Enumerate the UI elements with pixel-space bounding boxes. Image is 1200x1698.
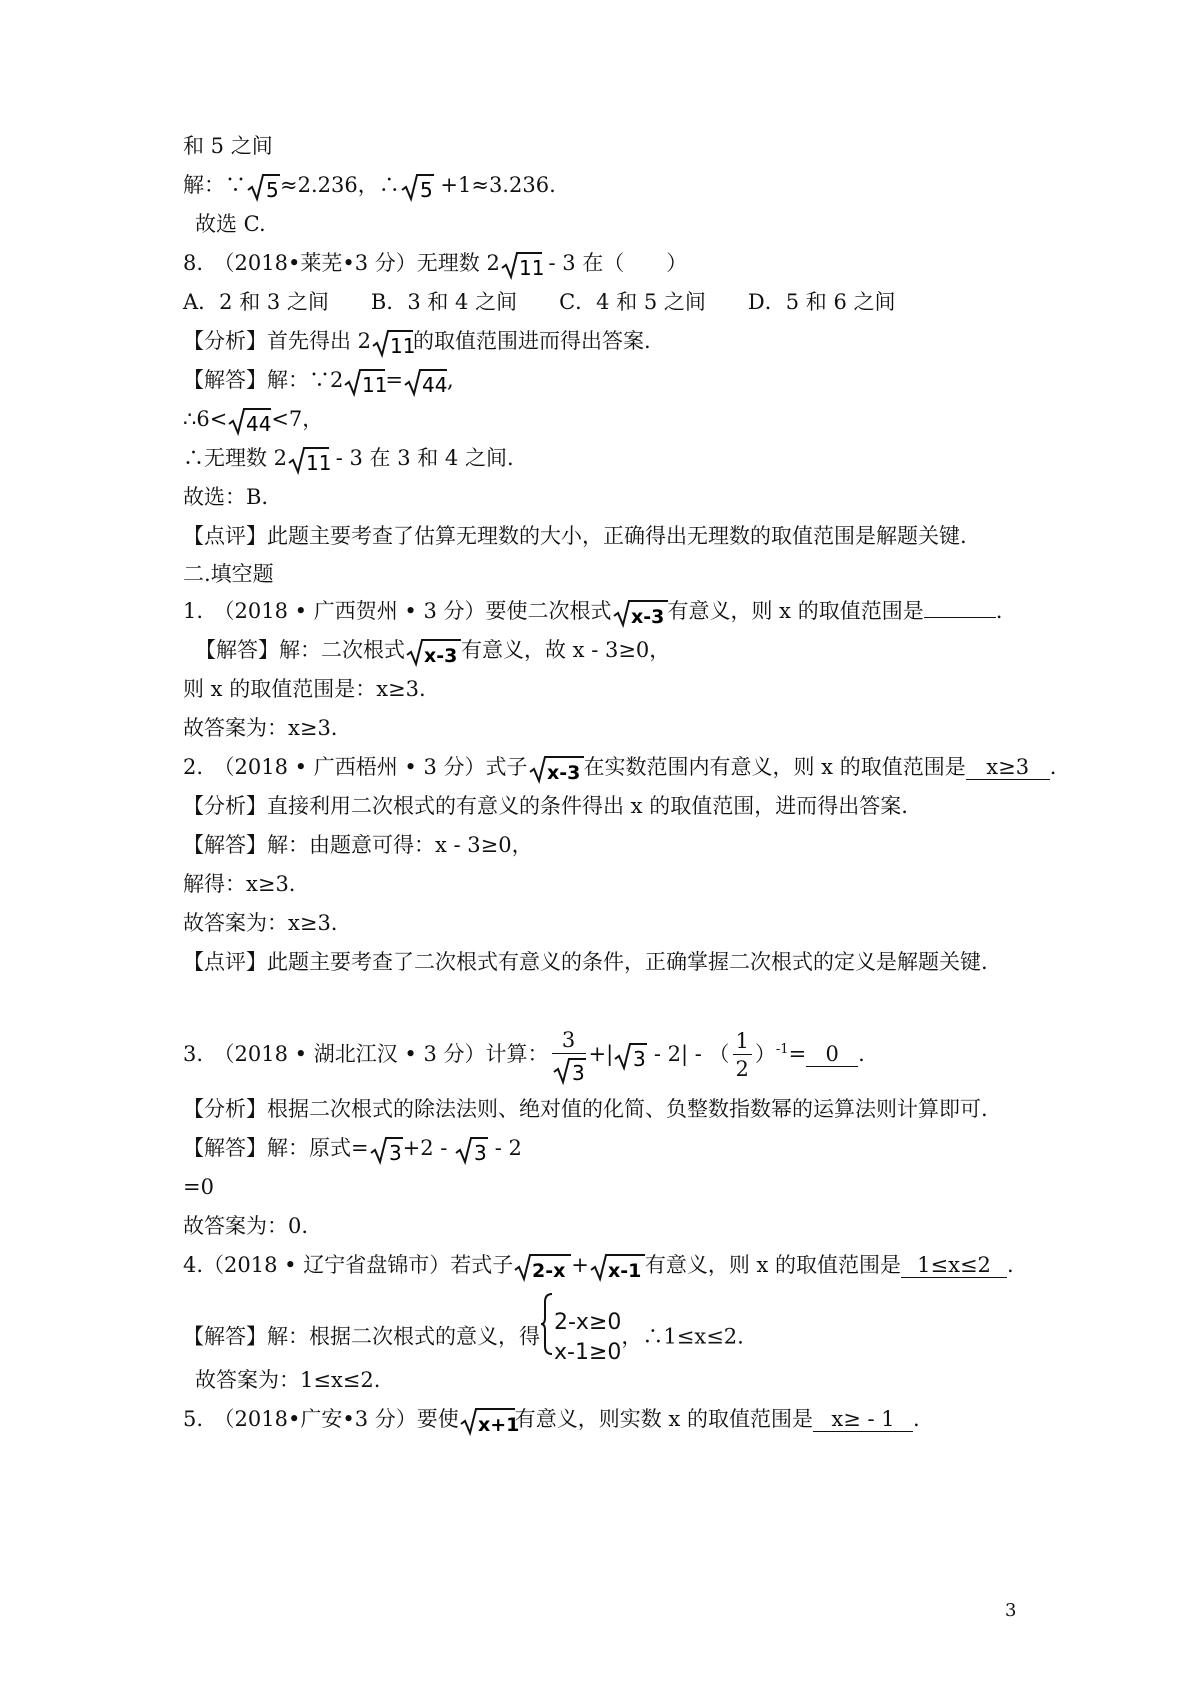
sqrt (371, 328, 416, 358)
text: 【解答】解：根据二次根式的意义，得 (183, 1324, 540, 1349)
radicand: x-3 (630, 605, 664, 628)
text: 故选：B. (183, 485, 269, 509)
text: 【解答】解：原式= (183, 1136, 369, 1160)
text: 解：∵ (183, 173, 246, 197)
radicand: 11 (306, 450, 332, 475)
radicand: 3 (474, 1140, 487, 1165)
text-line (183, 869, 295, 899)
sqrt (454, 1135, 488, 1165)
text-line (195, 209, 266, 239)
text: ≈2.236，∴ (280, 173, 400, 197)
sqrt (500, 250, 545, 280)
comment (183, 521, 967, 551)
question-f5 (183, 1404, 920, 1436)
text: 【分析】首先得出 2 (183, 329, 372, 353)
fraction (552, 1027, 586, 1084)
radicand: 11 (362, 372, 388, 397)
text-line (183, 170, 556, 202)
answer-blank: x≥ - 1 (813, 1407, 913, 1432)
text: ） (754, 1042, 776, 1066)
text: 有意义，故 x - 3≥0， (461, 638, 671, 662)
text: 有意义，则 x 的取值范围是 (667, 599, 924, 623)
text: +1≈3.236. (433, 173, 556, 197)
sqrt (403, 367, 447, 397)
text: ∴6< (183, 407, 228, 431)
text: 有意义，则实数 x 的取值范围是 (514, 1407, 813, 1431)
inequality-system (554, 1308, 621, 1368)
text: 的取值范围进而得出答案. (413, 329, 651, 353)
answer-blank: 1≤x≤2 (901, 1253, 1007, 1278)
text: = (788, 1042, 807, 1066)
denominator: 2 (735, 1057, 749, 1081)
sqrt (589, 1252, 645, 1282)
text: , (446, 368, 454, 392)
analysis (183, 326, 651, 358)
text-line (183, 908, 337, 938)
left-brace-icon (540, 1292, 554, 1384)
text: 则 x 的取值范围是：x≥3. (183, 677, 426, 701)
text: + (571, 1253, 589, 1277)
text-line (183, 713, 337, 743)
text: ，∴1≤x≤2. (621, 1324, 744, 1349)
text: 在实数范围内有意义，则 x 的取值范围是 (583, 755, 966, 779)
text: - 3 在（ ） (541, 251, 688, 275)
text: 有意义，则 x 的取值范围是 (644, 1253, 902, 1277)
radicand: 11 (390, 333, 416, 358)
text: 【点评】此题主要考查了估算无理数的大小，正确得出无理数的取值范围是解题关键. (183, 524, 967, 548)
text: 1. （2018 • 广西贺州 • 3 分）要使二次根式 (183, 599, 612, 623)
answer (195, 635, 670, 667)
answer (183, 830, 533, 860)
text: 4.（2018 • 辽宁省盘锦市）若式子 (183, 1253, 514, 1277)
radicand: 3 (633, 1046, 646, 1071)
sqrt (513, 1252, 571, 1282)
page-number: 3 (1005, 1600, 1017, 1621)
answer-blank (924, 617, 996, 618)
radicand: 3 (571, 1060, 585, 1085)
sqrt (405, 637, 461, 667)
text: 5. （2018•广安•3 分）要使 (183, 1407, 459, 1431)
sqrt (227, 406, 271, 436)
radicand: 5 (266, 177, 279, 202)
text: . (858, 1042, 865, 1066)
text: 【解答】解：由题意可得：x - 3≥0， (183, 833, 533, 857)
radicand: x-3 (424, 644, 458, 667)
sqrt (552, 1056, 586, 1084)
text: - 3 在 3 和 4 之间. (329, 446, 514, 470)
text: 【解答】解：二次根式 (195, 638, 405, 662)
text-line (183, 674, 426, 704)
answer-blank: 0 (806, 1042, 858, 1067)
question-f4 (183, 1250, 1014, 1282)
radicand: 2-x (532, 1259, 566, 1282)
radicand: x-3 (546, 761, 580, 784)
question-f3 (183, 1020, 865, 1090)
text: - 2 (488, 1136, 522, 1160)
text: 3. （2018 • 湖北江汉 • 3 分）计算： (183, 1042, 549, 1066)
sqrt (246, 172, 280, 202)
radicand: 11 (518, 255, 545, 280)
text: 故答案为：x≥3. (183, 911, 338, 935)
text-line (183, 482, 268, 512)
sqrt (287, 445, 332, 475)
text: 【点评】此题主要考查了二次根式有意义的条件，正确掌握二次根式的定义是解题关键. (183, 950, 988, 974)
answer (183, 365, 454, 397)
radicand: x+1 (477, 1413, 520, 1436)
radicand: 44 (246, 411, 272, 436)
radicand: x-1 (607, 1259, 642, 1282)
text: 和 5 之间 (183, 134, 273, 158)
text: <7， (271, 407, 324, 431)
text: A．2 和 3 之间 B．3 和 4 之间 C．4 和 5 之间 D．5 和 6 之间 (183, 290, 896, 314)
text: 【分析】直接利用二次根式的有意义的条件得出 x 的取值范围，进而得出答案. (183, 794, 908, 818)
text: . (1049, 755, 1057, 779)
text: 【分析】根据二次根式的除法法则、绝对值的化简、负整数指数幂的运算法则计算即可. (183, 1097, 988, 1121)
inequality: x-1≥0 (554, 1340, 622, 1365)
text: . (1007, 1253, 1014, 1277)
text-line (183, 404, 323, 436)
section-heading (183, 559, 274, 589)
text: = (385, 368, 403, 392)
answer (183, 1133, 522, 1165)
radicand: 3 (388, 1140, 402, 1165)
sqrt (613, 1041, 647, 1071)
question-8-options (183, 287, 896, 317)
sqrt (612, 598, 668, 628)
text: +| (588, 1042, 614, 1066)
text: . (913, 1407, 920, 1431)
text-line (183, 131, 273, 161)
text: =0 (183, 1175, 214, 1199)
text-line (183, 443, 514, 475)
question-f1 (183, 596, 1002, 628)
text: 8. （2018•莱芜•3 分）无理数 2 (183, 251, 500, 275)
sqrt (369, 1135, 403, 1165)
text-line (183, 1211, 308, 1241)
analysis (183, 791, 908, 821)
analysis (183, 1094, 988, 1124)
numerator: 1 (733, 1028, 752, 1055)
text: +2 - (402, 1136, 455, 1160)
text-line (183, 1172, 214, 1202)
text: - 2| - （ (647, 1042, 730, 1066)
fraction (733, 1028, 752, 1083)
text: 故答案为：x≥3. (183, 716, 338, 740)
radicand: 44 (421, 372, 448, 397)
text: 故选 C. (195, 212, 266, 236)
text: 2. （2018 • 广西梧州 • 3 分）式子 (183, 755, 528, 779)
question-8 (183, 248, 687, 280)
text: 【解答】解：∵2 (183, 368, 344, 392)
text: ∴无理数 2 (183, 446, 288, 470)
text: 故答案为：1≤x≤2. (195, 1368, 381, 1392)
text: 二.填空题 (183, 562, 274, 586)
sqrt (528, 754, 584, 784)
text: 故答案为：0. (183, 1214, 309, 1238)
exponent: -1 (775, 1042, 789, 1057)
inequality: 2-x≥0 (554, 1310, 622, 1335)
sqrt (400, 172, 434, 202)
answer (183, 1292, 744, 1365)
sqrt (343, 367, 388, 397)
text: . (995, 599, 1003, 623)
radicand: 5 (419, 177, 433, 202)
numerator: 3 (552, 1027, 586, 1054)
question-f2 (183, 752, 1056, 784)
text-line (195, 1365, 380, 1395)
comment (183, 947, 988, 977)
denominator (552, 1054, 586, 1084)
answer-blank: x≥3 (966, 755, 1050, 780)
text: 解得：x≥3. (183, 872, 296, 896)
sqrt (459, 1406, 520, 1436)
